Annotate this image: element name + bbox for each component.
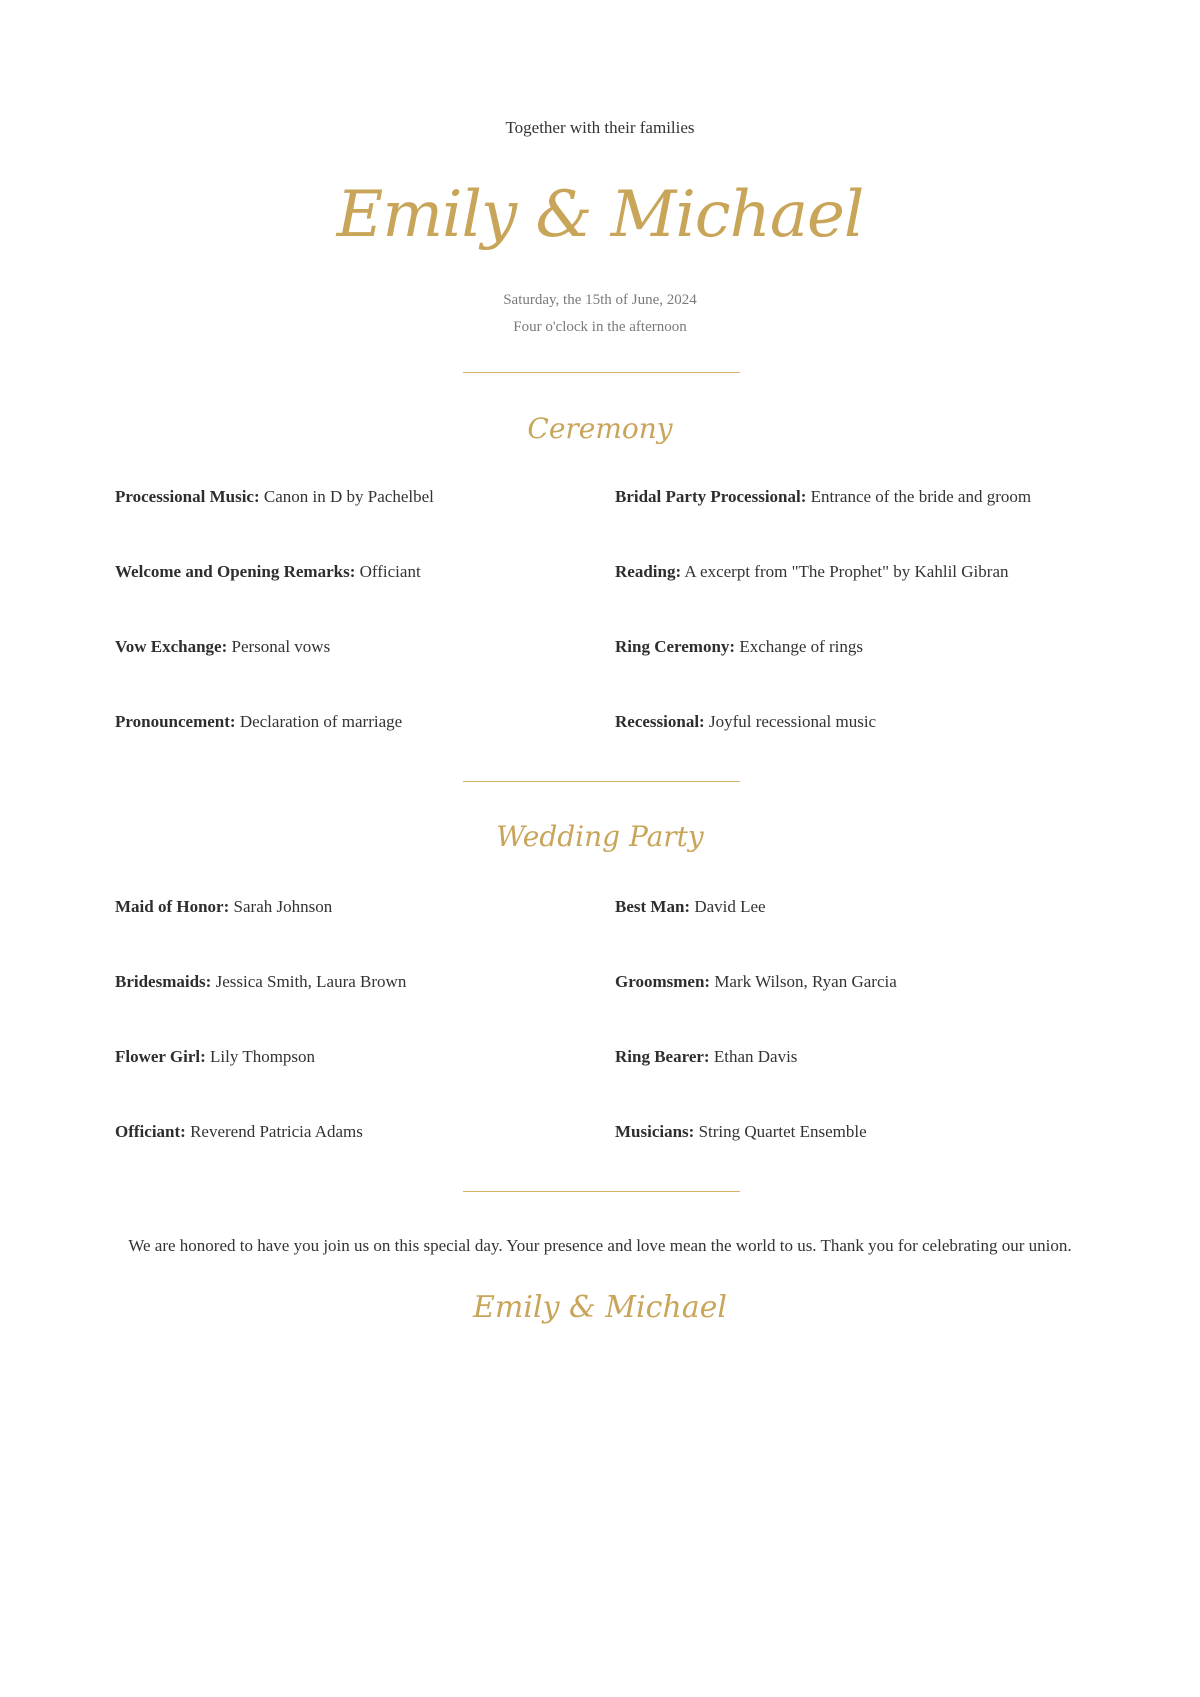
ceremony-item	[115, 487, 434, 507]
member-name: Sarah Johnson	[229, 897, 333, 916]
item-label: Vow Exchange:	[115, 637, 228, 656]
item-label: Pronouncement:	[115, 712, 236, 731]
party-member	[615, 1047, 797, 1067]
signature: Emily & Michael	[473, 1290, 727, 1325]
member-name: Lily Thompson	[205, 1047, 316, 1066]
item-label: Recessional:	[615, 712, 705, 731]
party-member	[615, 1122, 867, 1142]
wedding-party-heading: Wedding Party	[496, 820, 704, 853]
ceremony-item	[615, 562, 1008, 582]
item-value: A excerpt from "The Prophet" by Kahlil Gibran	[681, 562, 1009, 581]
couple-title: Emily & Michael	[336, 178, 864, 252]
ceremony-item	[615, 637, 863, 657]
party-member	[115, 1047, 315, 1067]
item-label: Processional Music:	[115, 487, 260, 506]
member-role: Ring Bearer:	[615, 1047, 710, 1066]
item-label: Welcome and Opening Remarks:	[115, 562, 356, 581]
member-name: Jessica Smith, Laura Brown	[211, 972, 407, 991]
divider	[463, 1191, 740, 1192]
party-member	[115, 972, 406, 992]
ceremony-item	[115, 562, 421, 582]
member-name: Ethan Davis	[709, 1047, 798, 1066]
member-name: David Lee	[690, 897, 766, 916]
event-date: Saturday, the 15th of June, 2024	[503, 292, 697, 308]
item-label: Bridal Party Processional:	[615, 487, 807, 506]
intro-text: Together with their families	[505, 118, 695, 137]
divider	[463, 372, 740, 373]
member-role: Officiant:	[115, 1122, 186, 1141]
divider	[463, 781, 740, 782]
item-value: Declaration of marriage	[235, 712, 403, 731]
closing-message: We are honored to have you join us on this special day. Your presence and love mean the world to us. Thank you for celebrating our union.	[128, 1236, 1072, 1255]
member-role: Best Man:	[615, 897, 691, 916]
party-member	[115, 897, 332, 917]
member-role: Maid of Honor:	[115, 897, 230, 916]
member-name: Reverend Patricia Adams	[185, 1122, 363, 1141]
item-value: Exchange of rings	[735, 637, 864, 656]
item-value: Personal vows	[227, 637, 331, 656]
item-value: Officiant	[355, 562, 421, 581]
member-name: String Quartet Ensemble	[694, 1122, 867, 1141]
item-label: Reading:	[615, 562, 682, 581]
event-time: Four o'clock in the afternoon	[513, 319, 687, 335]
party-member	[615, 897, 766, 917]
item-value: Joyful recessional music	[704, 712, 877, 731]
member-role: Flower Girl:	[115, 1047, 206, 1066]
member-role: Groomsmen:	[615, 972, 711, 991]
item-value: Canon in D by Pachelbel	[259, 487, 434, 506]
party-member	[115, 1122, 363, 1142]
ceremony-item	[615, 712, 876, 732]
item-value: Entrance of the bride and groom	[806, 487, 1032, 506]
party-member	[615, 972, 897, 992]
ceremony-item	[615, 487, 1031, 507]
ceremony-item	[115, 637, 330, 657]
member-role: Musicians:	[615, 1122, 695, 1141]
member-name: Mark Wilson, Ryan Garcia	[710, 972, 897, 991]
item-label: Ring Ceremony:	[615, 637, 736, 656]
ceremony-heading: Ceremony	[527, 412, 673, 445]
member-role: Bridesmaids:	[115, 972, 212, 991]
ceremony-item	[115, 712, 402, 732]
